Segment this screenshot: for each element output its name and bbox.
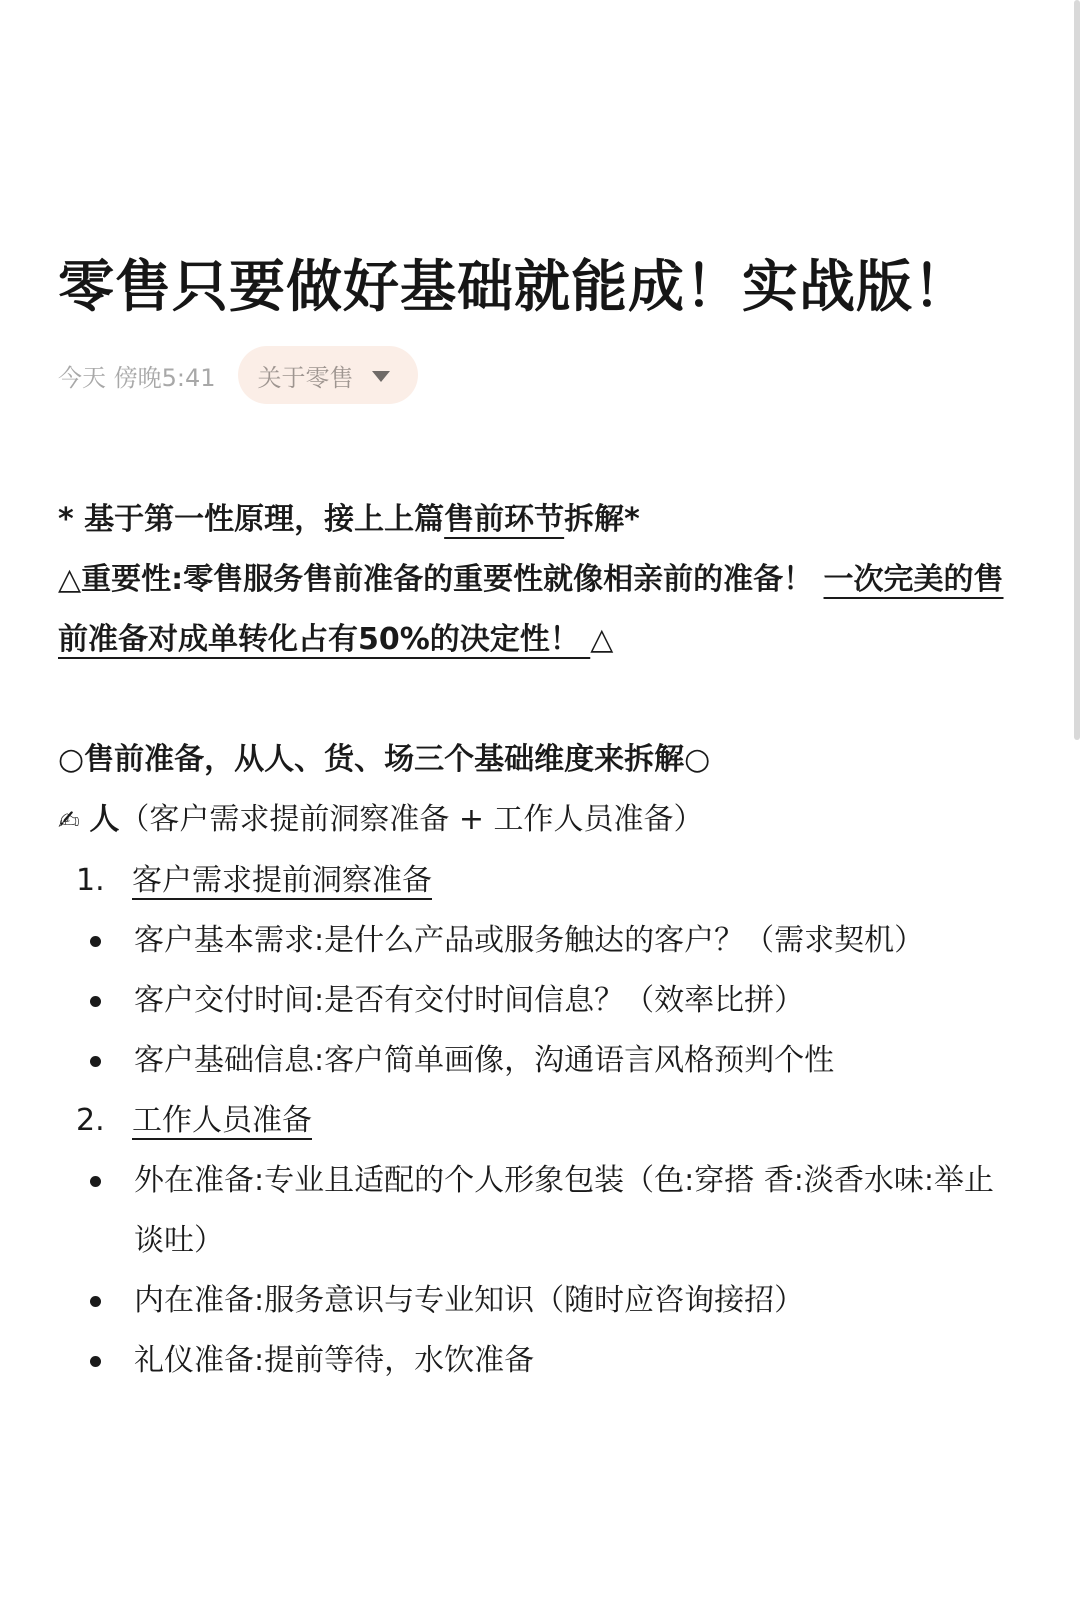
- intro-paragraph: * 基于第一性原理，接上上篇售前环节拆解*: [58, 502, 640, 537]
- scrollbar[interactable]: [1074, 0, 1080, 740]
- bullet-icon: [88, 971, 134, 1031]
- importance-paragraph: △重要性:零售服务售前准备的重要性就像相亲前的准备！ 一次完美的售前准备对成单转化占有50%的决定性！ △: [58, 562, 1004, 657]
- note-meta: [58, 346, 418, 404]
- list-title: 工作人员准备: [132, 1103, 312, 1138]
- chevron-down-icon: [372, 371, 390, 382]
- importance-emphasis: 一次完美的售前准备对成单转化占有50%的决定性！: [58, 562, 1004, 657]
- list-item: 1. 客户需求提前洞察准备: [58, 851, 1018, 911]
- list-title: 客户需求提前洞察准备: [132, 863, 432, 898]
- bullet-item: 外在准备:专业且适配的个人形象包装（色:穿搭 香:淡香水味:举止谈吐）: [58, 1151, 1018, 1271]
- folder-label: 关于零售: [257, 363, 354, 392]
- list-item: 2. 工作人员准备: [58, 1091, 1018, 1151]
- bullet-item: 客户基础信息:客户简单画像，沟通语言风格预判个性: [58, 1031, 1018, 1091]
- bullet-item: 礼仪准备:提前等待，水饮准备: [58, 1331, 1018, 1391]
- bullet-icon: [88, 1331, 134, 1391]
- bullet-item: 内在准备:服务意识与专业知识（随时应咨询接招）: [58, 1271, 1018, 1331]
- note-timestamp: 今天 傍晚5:41: [58, 363, 216, 392]
- people-heading: ✍ 人（客户需求提前洞察准备 + 工作人员准备）: [58, 802, 704, 837]
- bullet-icon: [88, 1151, 134, 1271]
- bullet-item: 客户基本需求:是什么产品或服务触达的客户？（需求契机）: [58, 911, 1018, 971]
- intro-link: 售前环节: [444, 502, 565, 537]
- writing-hand-icon: ✍: [58, 806, 80, 836]
- note-body[interactable]: [58, 490, 1018, 1391]
- folder-selector[interactable]: [238, 346, 418, 404]
- bullet-icon: [88, 911, 134, 971]
- bullet-item: 客户交付时间:是否有交付时间信息？（效率比拼）: [58, 971, 1018, 1031]
- bullet-icon: [88, 1271, 134, 1331]
- note-title[interactable]: 零售只要做好基础就能成！实战版！: [58, 255, 970, 320]
- section-heading: ○售前准备，从人、货、场三个基础维度来拆解○: [58, 742, 711, 777]
- bullet-icon: [88, 1031, 134, 1091]
